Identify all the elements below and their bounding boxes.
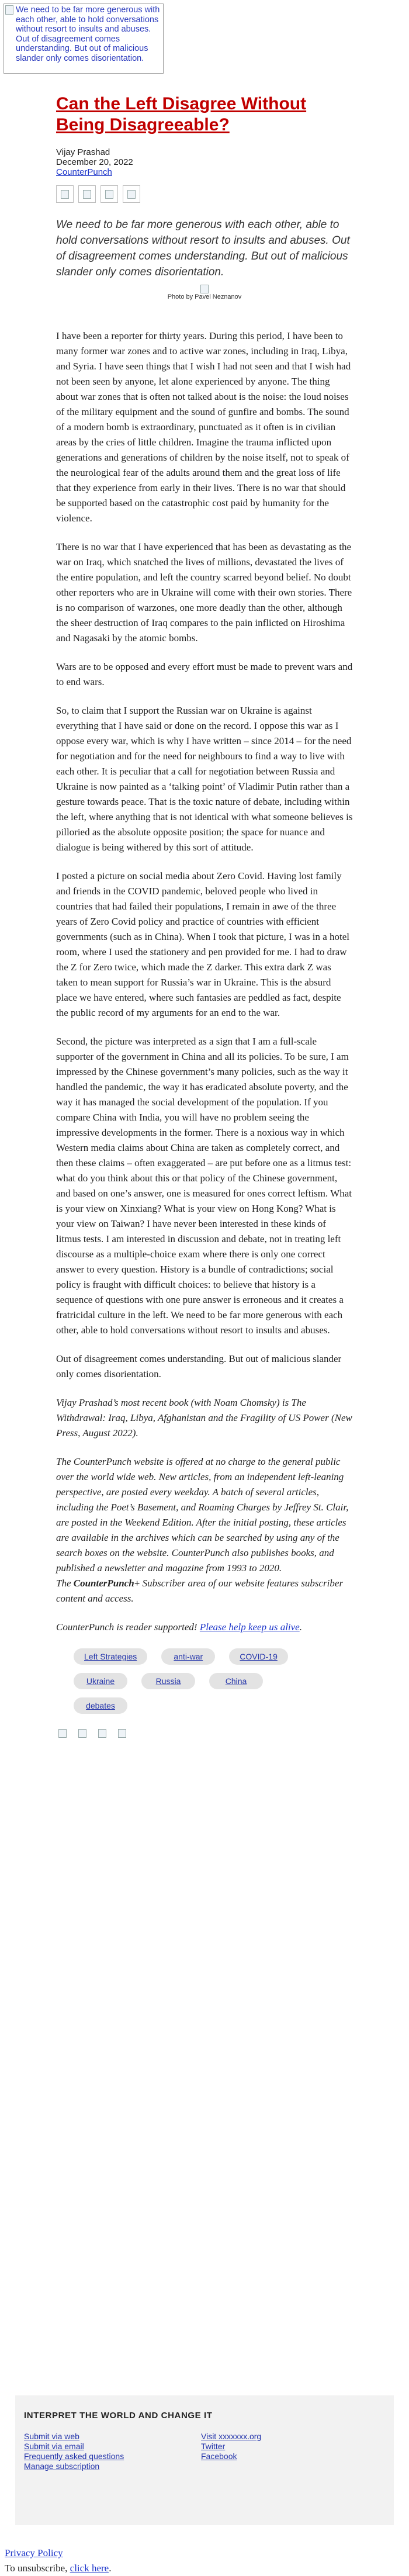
unsubscribe-link[interactable]: click here bbox=[70, 2563, 109, 2574]
support-text: CounterPunch is reader supported! bbox=[56, 1621, 197, 1633]
tag-ukraine[interactable]: Ukraine bbox=[74, 1673, 127, 1689]
tag-anti-war[interactable]: anti-war bbox=[161, 1648, 215, 1665]
support-line bbox=[56, 1620, 353, 1635]
tag-debates[interactable]: debates bbox=[74, 1697, 127, 1714]
article-date: December 20, 2022 bbox=[56, 157, 133, 167]
about-plus-prefix: The bbox=[56, 1578, 71, 1589]
source-link[interactable]: CounterPunch bbox=[56, 167, 112, 177]
privacy-policy-link[interactable]: Privacy Policy bbox=[5, 2547, 63, 2558]
article-author: Vijay Prashad bbox=[56, 147, 110, 157]
submit-web-link[interactable]: Submit via web bbox=[24, 2432, 79, 2441]
photo bbox=[56, 285, 353, 300]
photo-image-icon bbox=[200, 285, 209, 293]
tag-covid-19[interactable]: COVID-19 bbox=[229, 1648, 288, 1665]
banner-image[interactable] bbox=[4, 4, 164, 74]
email-share-icon[interactable] bbox=[123, 185, 140, 203]
paragraph: Second, the picture was interpreted as a sign that I am a full-scale supporter of the government in China and all its policies. To be sure, I am impressed by the Chinese government’s many policies, such as the way it handled the pandemic, the way it has eradicated absolute poverty, and the way it has managed the social development of the population. If you compare China with India, you will have no problem seeing the impressive developments in the former. There is a noxious way in which Western media claims about China are taken as completely correct, and then these claims – often exaggerated – are put before one as a litmus test: what do you think about this or that policy of the Chinese government, and based on one’s answer, one is measured for ones correct leftism. What is your view on Xinxiang? What is your view on Hong Kong? What is your view on Taiwan? I have never been interested in these kinds of litmus tests. I am interested in discussion and debate, not in treating left discourse as a multiple-choice exam where there is only one correct answer to every question. History is a bundle of contradictions; social policy is fraught with difficult choices: to believe that history is a sequence of questions with one pure answer is erroneous and it creates a fratricidal culture in the left. We need to be far more generous with each other, able to hold conversations without resort to insults and abuses. bbox=[56, 1036, 352, 1336]
article bbox=[56, 94, 353, 1741]
article-title[interactable]: Can the Left Disagree Without Being Disagreeable? bbox=[56, 94, 307, 134]
share-buttons-top bbox=[56, 185, 353, 203]
twitter-share-icon[interactable] bbox=[78, 185, 96, 203]
about-text: The CounterPunch website is offered at no charge to the general public over the world wide web. New articles, from an independent left-leaning perspective, are posted every weekday. A batch of several articles, including the Poet’s Basement, and Roaming Charges by Jeffrey St. Clair, are posted in the Weekend Edition. After the initial posting, these articles are available in the archives which can be searched by using any of the search boxes on the website. CounterPunch also publishes books, and published a newsletter and magazine from 1993 to 2020. bbox=[56, 1456, 349, 1574]
broken-image-icon bbox=[5, 5, 13, 15]
paragraph: There is no war that I have experienced that has been as devastating as the war on Iraq, which snatched the lives of millions, devastated the lives of the entire population, and left the country scarred beyond belief. No doubt other reporters who are in Ukraine will come with their own stories. There is no comparison of warzones, one more deadly than the other, although the sheer destruction of Iraq compares to the pain inflicted on Hiroshima and Nagasaki by the atomic bombs. bbox=[56, 541, 352, 644]
about-plus-bold: CounterPunch+ bbox=[73, 1578, 140, 1589]
linkedin-share-icon[interactable] bbox=[100, 185, 118, 203]
email-share-icon[interactable] bbox=[116, 1727, 130, 1741]
footer-links-left bbox=[24, 2432, 124, 2471]
photo-credit: Photo by Pavel Neznanov bbox=[167, 293, 242, 300]
footer-links-right bbox=[201, 2432, 261, 2461]
tag-left-strategies[interactable]: Left Strategies bbox=[74, 1648, 147, 1665]
legal-footer bbox=[5, 2546, 111, 2576]
about-plus-suffix: Subscriber area of our website features subscriber content and access. bbox=[56, 1578, 344, 1604]
share-buttons-bottom bbox=[56, 1727, 353, 1741]
unsubscribe-text: To unsubscribe, bbox=[5, 2563, 68, 2574]
tag-china[interactable]: China bbox=[209, 1673, 263, 1689]
support-link[interactable]: Please help keep us alive bbox=[199, 1621, 300, 1633]
unsubscribe-end: . bbox=[109, 2563, 112, 2574]
facebook-link[interactable]: Facebook bbox=[201, 2451, 237, 2461]
tag-russia[interactable]: Russia bbox=[141, 1673, 195, 1689]
newsletter-footer bbox=[15, 2395, 394, 2525]
twitter-link[interactable]: Twitter bbox=[201, 2442, 226, 2451]
article-lead: We need to be far more generous with each other, able to hold conversations without resort to insults and abuses. Out of disagreement comes understanding. But out of malicious slander only comes disorientation. bbox=[56, 219, 350, 278]
paragraph: Wars are to be opposed and every effort must be made to prevent wars and to end wars. bbox=[56, 661, 353, 687]
paragraph: Out of disagreement comes understanding. But out of malicious slander only comes disorientation. bbox=[56, 1353, 342, 1379]
support-end: . bbox=[299, 1621, 302, 1633]
tag-list bbox=[56, 1648, 307, 1714]
facebook-share-icon[interactable] bbox=[56, 1727, 70, 1741]
submit-email-link[interactable]: Submit via email bbox=[24, 2442, 84, 2451]
paragraph: So, to claim that I support the Russian war on Ukraine is against everything that I have said or done on the record. I oppose this war as I oppose every war, which is why I have written – since 2014 – for the need for negotiation and for the need for neighbours to find a way to live with each other. It is peculiar that a call for negotiation between Russia and Ukraine is now painted as a ‘talking point’ of Vladimir Putin rather than a gesture towards peace. That is the toxic nature of debate, including within the left, where anything that is not identical with what someone believes is pilloried as the absolute opposite position; the space for nuance and dialogue is being withered by this sort of attitude. bbox=[56, 705, 353, 853]
article-meta bbox=[56, 147, 353, 177]
visit-site-link[interactable]: Visit xxxxxxx.org bbox=[201, 2432, 262, 2441]
footer-heading: INTERPRET THE WORLD AND CHANGE IT bbox=[24, 2411, 213, 2421]
linkedin-share-icon[interactable] bbox=[96, 1727, 110, 1741]
paragraph: I posted a picture on social media about Zero Covid. Having lost family and friends in the COVID pandemic, beloved people who lived in countries that had failed their populations, I remain in awe of the three years of Zero Covid policy and practice of countries with efficient governments (such as in China). When I took that picture, I was in a hotel room, where I used the stationery and pen provided for me. I had to draw the Z for Zero twice, which made the Z darker. This extra dark Z was taken to mean support for Russia’s war in Ukraine. This is the absurd place we have entered, where such fantasies are peddled as fact, despite the public record of my arguments for an end to the war. bbox=[56, 870, 350, 1018]
faq-link[interactable]: Frequently asked questions bbox=[24, 2451, 124, 2461]
manage-subscription-link[interactable]: Manage subscription bbox=[24, 2461, 100, 2471]
facebook-share-icon[interactable] bbox=[56, 185, 74, 203]
twitter-share-icon[interactable] bbox=[76, 1727, 90, 1741]
paragraph: I have been a reporter for thirty years. During this period, I have been to many former war zones and to active war zones, including in Iraq, Libya, and Syria. I have seen things that I wish I had not seen and that I wish had not been seen by anyone, let alone experienced by anyone. The thing about war zones that is often not talked about is the noise: the loud noises of the military equipment and the sound of gunfire and bombs. The sound of a modern bomb is extraordinary, punctuated as it often is in civilian areas by the cries of little children. Imagine the trauma inflicted upon generations and generations of children by the noise itself, not to speak of the neurological fear of the adults around them and the great loss of life that they experience from early in their lives. There is no war that should be supported based on the catastrophic cost paid by humanity for the violence. bbox=[56, 330, 351, 524]
author-bio: Vijay Prashad’s most recent book (with Noam Chomsky) is The Withdrawal: Iraq, Libya, Afghanistan and the Fragility of US Power (New Press, August 2022). bbox=[56, 1397, 352, 1439]
article-body bbox=[56, 329, 353, 1635]
about-counterpunch bbox=[56, 1454, 353, 1606]
banner-alt-text: We need to be far more generous with each other, able to hold conversations without resort to insults and abuses. Out of disagreement comes understanding. But out of malicious slander only comes disorientation. bbox=[16, 5, 160, 63]
